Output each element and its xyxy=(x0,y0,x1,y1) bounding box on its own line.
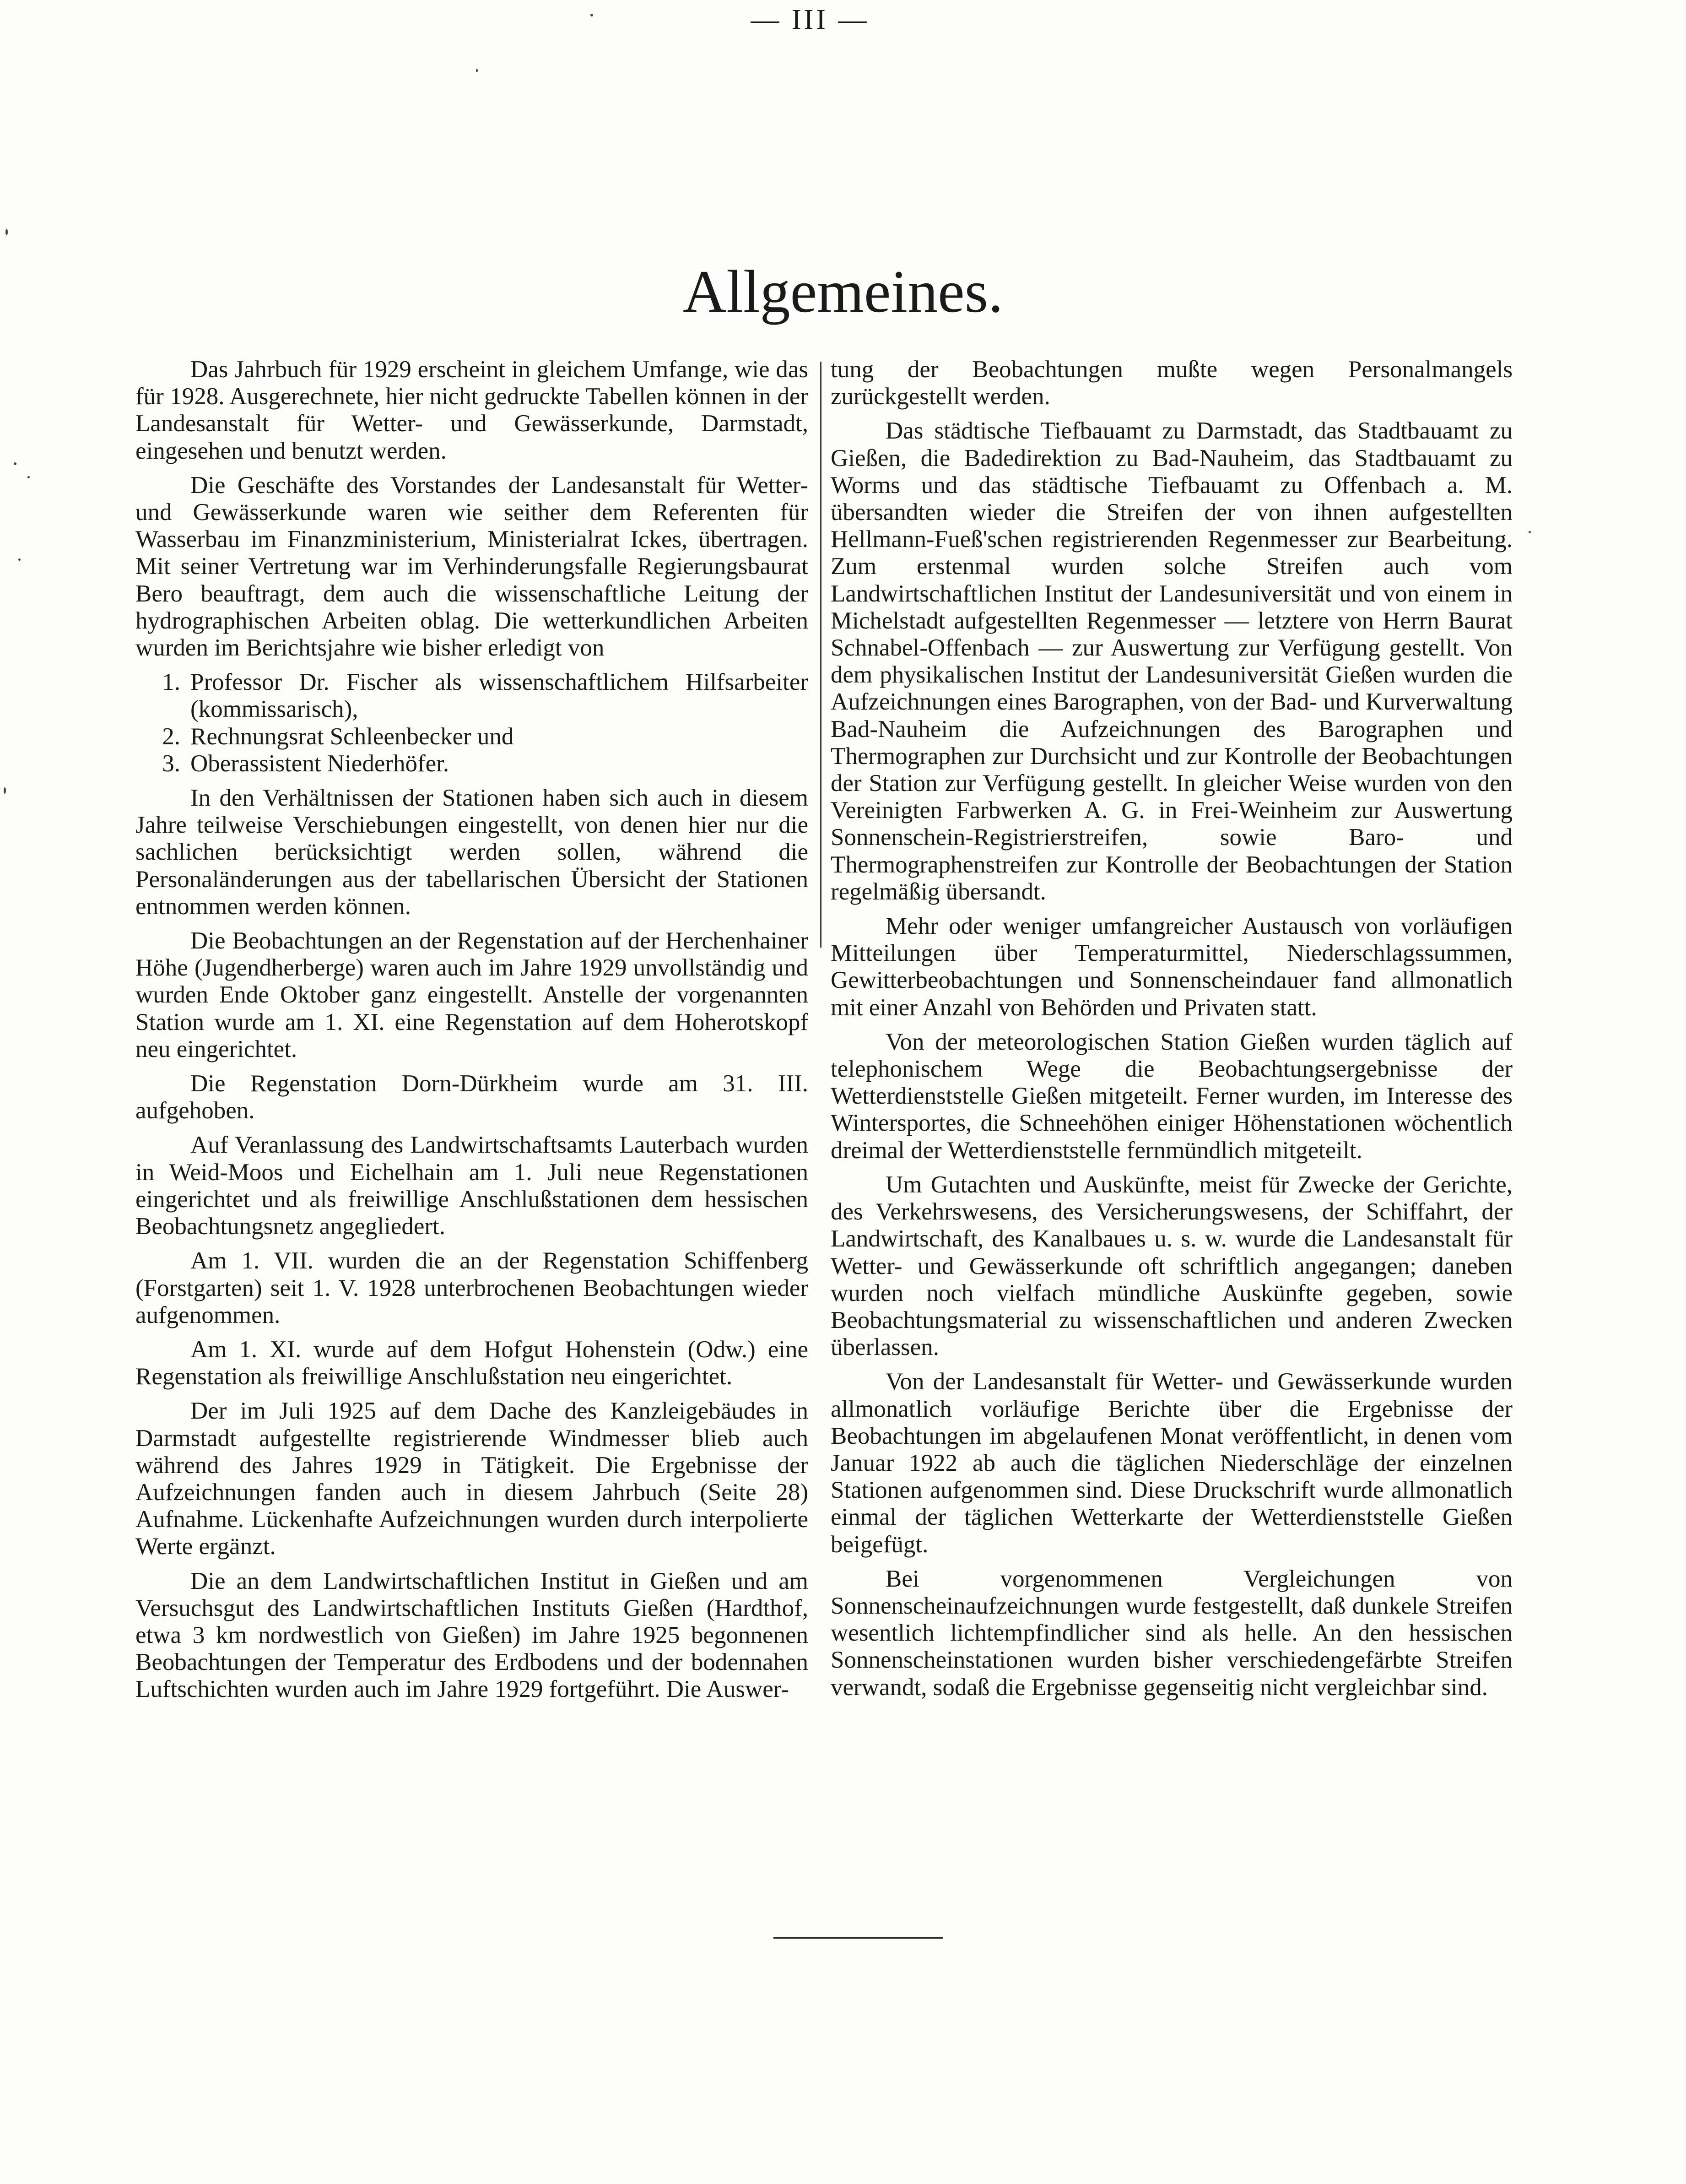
paragraph-continuation: tung der Beobachtungen mußte wegen Personalmangels zurückgestellt werden. xyxy=(831,356,1513,410)
list-number: 2. xyxy=(162,723,180,750)
paragraph: Das Jahrbuch für 1929 erscheint in gleichem Umfange, wie das für 1928. Ausgerechnete, hier nicht gedruckte Tabellen können in der Landesanstalt für Wetter- und Gewässerkunde, Darmstadt, eingesehen und benutzt werden. xyxy=(135,356,808,464)
left-column xyxy=(135,356,808,1711)
paragraph: Auf Veranlassung des Landwirtschaftsamts Lauterbach wurden in Weid-Moos und Eichelhain am 1. Juli neue Regenstationen eingerichtet und als freiwillige Anschlußstationen dem hessischen Beobachtungsnetz angegliedert. xyxy=(135,1132,808,1240)
column-divider xyxy=(820,362,821,948)
scan-speck xyxy=(4,787,6,794)
staff-list xyxy=(135,669,808,777)
paragraph: Am 1. VII. wurden die an der Regenstation Schiffenberg (Forstgarten) seit 1. V. 1928 unterbrochenen Beobachtungen wieder aufgenommen. xyxy=(135,1247,808,1328)
scan-speck xyxy=(476,69,478,72)
paragraph: Die Beobachtungen an der Regenstation auf der Herchenhainer Höhe (Jugendherberge) waren auch im Jahre 1929 unvollständig und wurden Ende Oktober ganz eingestellt. Anstelle der vorgenannten Station wurde am 1. XI. eine Regenstation auf dem Hoherotskopf neu eingerichtet. xyxy=(135,927,808,1062)
scan-speck xyxy=(14,462,16,465)
closing-rule xyxy=(773,1937,943,1939)
paragraph: Von der meteorologischen Station Gießen wurden täglich auf telephonischem Wege die Beobachtungsergebnisse der Wetterdienststelle Gießen mitgeteilt. Ferner wurden, im Interesse des Wintersportes, die Schneehöhen einiger Höhenstationen wöchentlich dreimal der Wetterdienststelle fernmündlich mitgeteilt. xyxy=(831,1028,1513,1164)
paragraph: Das städtische Tiefbauamt zu Darmstadt, das Stadtbauamt zu Gießen, die Badedirektion zu Bad-Nauheim, das Stadtbauamt zu Worms und das städtische Tiefbauamt zu Offenbach a. M. übersandten wieder die Streifen der von ihnen aufgestellten Hellmann-Fueß'schen registrierenden Regenmesser zur Bearbeitung. Zum erstenmal wurden solche Streifen auch vom Landwirtschaftlichen Institut der Landesuniversität und von einem in Michelstadt aufgestellten Regenmesser — letztere von Herrn Baurat Schnabel-Offenbach — zur Auswertung zur Verfügung gestellt. Von dem physikalischen Institut der Landesuniversität Gießen wurden die Aufzeichnungen eines Barographen, von der Bad- und Kurverwaltung Bad-Nauheim die Aufzeichnungen des Barographen und Thermographen zur Durchsicht und zur Kontrolle der Beobachtungen der Station zur Verfügung gestellt. In gleicher Weise wurden von den Vereinigten Farbwerken A. G. in Frei-Weinheim zur Auswertung Sonnenschein-Registrierstreifen, sowie Baro- und Thermographenstreifen zur Kontrolle der Beobachtungen der Station regelmäßig übersandt. xyxy=(831,417,1513,905)
page-title: Allgemeines. xyxy=(682,258,1004,325)
list-text: Oberassistent Niederhöfer. xyxy=(190,750,449,777)
scan-speck xyxy=(18,558,21,561)
paragraph: Von der Landesanstalt für Wetter- und Gewässerkunde wurden allmonatlich vorläufige Berichte über die Ergebnisse der Beobachtungen im abgelaufenen Monat veröffentlicht, in denen vom Januar 1922 ab auch die täglichen Niederschläge der einzelnen Stationen aufgenommen sind. Diese Druckschrift wurde allmonatlich einmal der täglichen Wetterkarte der Wetterdienststelle Gießen beigefügt. xyxy=(831,1368,1513,1558)
right-column xyxy=(831,356,1513,1708)
paragraph: Mehr oder weniger umfangreicher Austausch von vorläufigen Mitteilungen über Temperaturmittel, Niederschlagssummen, Gewitterbeobachtungen und Sonnenscheindauer fand allmonatlich mit einer Anzahl von Behörden und Privaten statt. xyxy=(831,913,1513,1021)
scan-speck xyxy=(27,476,30,478)
paragraph: Am 1. XI. wurde auf dem Hofgut Hohenstein (Odw.) eine Regenstation als freiwillige Anschlußstation neu eingerichtet. xyxy=(135,1336,808,1390)
page-number: — III — xyxy=(751,4,870,35)
list-text: Rechnungsrat Schleenbecker und xyxy=(190,723,514,750)
scan-speck xyxy=(1529,531,1531,533)
list-text: Professor Dr. Fischer als wissenschaftlichem Hilfsarbeiter (kommissarisch), xyxy=(190,669,808,723)
scan-speck xyxy=(590,14,593,16)
paragraph: In den Verhältnissen der Stationen haben sich auch in diesem Jahre teilweise Verschiebungen eingestellt, von denen hier nur die sachlichen berücksichtigt werden sollen, während die Personaländerungen aus der tabellarischen Übersicht der Stationen entnommen werden können. xyxy=(135,785,808,920)
paragraph: Die Regenstation Dorn-Dürkheim wurde am 31. III. aufgehoben. xyxy=(135,1070,808,1124)
list-item xyxy=(135,723,808,750)
list-number: 1. xyxy=(162,669,180,696)
list-item xyxy=(135,750,808,777)
list-item xyxy=(135,669,808,723)
paragraph: Die Geschäfte des Vorstandes der Landesanstalt für Wetter- und Gewässerkunde waren wie seither dem Referenten für Wasserbau im Finanzministerium, Ministerialrat Ickes, übertragen. Mit seiner Vertretung war im Verhinderungsfalle Regierungsbaurat Bero beauftragt, dem auch die wissenschaftliche Leitung der hydrographischen Arbeiten oblag. Die wetterkundlichen Arbeiten wurden im Berichtsjahre wie bisher erledigt von xyxy=(135,471,808,661)
paragraph: Um Gutachten und Auskünfte, meist für Zwecke der Gerichte, des Verkehrswesens, des Versicherungswesens, der Schiffahrt, der Landwirtschaft, des Kanalbaues u. s. w. wurde die Landesanstalt für Wetter- und Gewässerkunde oft schriftlich angegangen; daneben wurden noch vielfach mündliche Auskünfte gegeben, sowie Beobachtungsmaterial zu wissenschaftlichen und anderen Zwecken überlassen. xyxy=(831,1171,1513,1361)
paragraph: Die an dem Landwirtschaftlichen Institut in Gießen und am Versuchsgut des Landwirtschaftlichen Instituts Gießen (Hardthof, etwa 3 km nordwestlich von Gießen) im Jahre 1925 begonnenen Beobachtungen der Temperatur des Erdbodens und der bodennahen Luftschichten wurden auch im Jahre 1929 fortgeführt. Die Auswer- xyxy=(135,1567,808,1703)
scan-speck xyxy=(5,229,8,235)
list-number: 3. xyxy=(162,750,180,777)
paragraph: Der im Juli 1925 auf dem Dache des Kanzleigebäudes in Darmstadt aufgestellte registrierende Windmesser blieb auch während des Jahres 1929 in Tätigkeit. Die Ergebnisse der Aufzeichnungen fanden auch in diesem Jahrbuch (Seite 28) Aufnahme. Lückenhafte Aufzeichnungen wurden durch interpolierte Werte ergänzt. xyxy=(135,1398,808,1560)
paragraph: Bei vorgenommenen Vergleichungen von Sonnenscheinaufzeichnungen wurde festgestellt, daß dunkele Streifen wesentlich lichtempfindlicher sind als helle. An den hessischen Sonnenscheinstationen wurden bisher verschiedengefärbte Streifen verwandt, sodaß die Ergebnisse gegenseitig nicht vergleichbar sind. xyxy=(831,1565,1513,1701)
